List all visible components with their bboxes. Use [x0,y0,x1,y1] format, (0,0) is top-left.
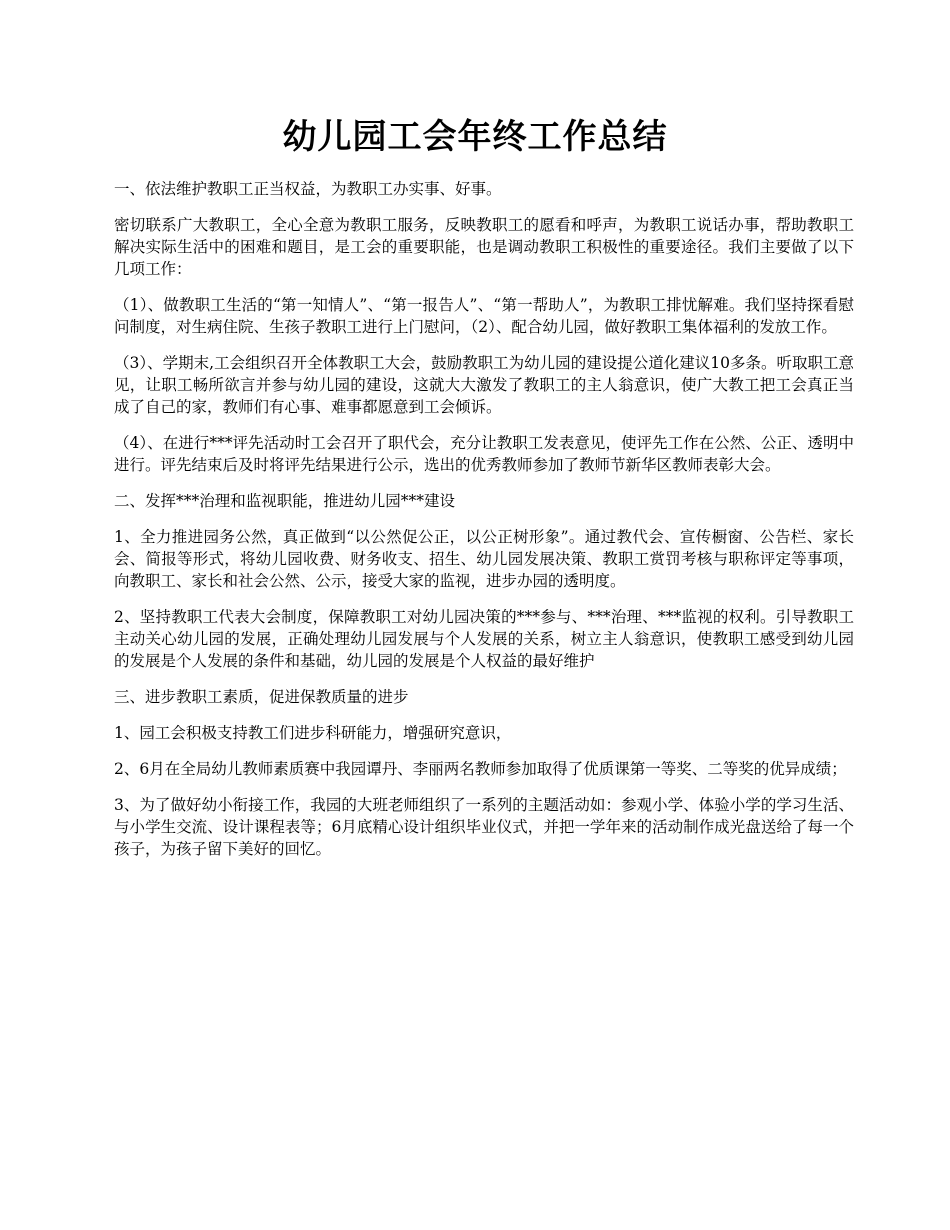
body-paragraph: 2、坚持教职工代表大会制度，保障教职工对幼儿园决策的***参与、***治理、***监视的权利。引导教职工主动关心幼儿园的发展，正确处理幼儿园发展与个人发展的关系，树立主人翁意识，使教职工感受到幼儿园的发展是个人发展的条件和基础，幼儿园的发展是个人权益的最好维护 [114,608,854,670]
body-paragraph: （3）、学期末,工会组织召开全体教职工大会，鼓励教职工为幼儿园的建设提公道化建议10多条。听取职工意见，让职工畅所欲言并参与幼儿园的建设，这就大大激发了教职工的主人翁意识，使广大教工把工会真正当成了自己的家，教师们有心事、难事都愿意到工会倾诉。 [114,354,854,416]
document-title: 幼儿园工会年终工作总结 [282,117,668,157]
body-paragraph: 3、为了做好幼小衔接工作，我园的大班老师组织了一系列的主题活动如：参观小学、体验小学的学习生活、与小学生交流、设计课程表等；6月底精心设计组织毕业仪式，并把一学年来的活动制作成光盘送给了每一个孩子，为孩子留下美好的回忆。 [114,796,854,858]
section-heading-1: 一、依法维护教职工正当权益，为教职工办实事、好事。 [114,180,502,198]
body-paragraph: 1、园工会积极支持教工们进步科研能力，增强研究意识， [114,724,512,742]
body-paragraph: 密切联系广大教职工，全心全意为教职工服务，反映教职工的愿看和呼声，为教职工说话办事，帮助教职工解决实际生活中的困难和题目，是工会的重要职能，也是调动教职工积极性的重要途径。我们主要做了以下几项工作： [114,216,854,278]
body-paragraph: 1、全力推进园务公然，真正做到“以公然促公正，以公正树形象”。通过教代会、宣传橱窗、公告栏、家长会、简报等形式，将幼儿园收费、财务收支、招生、幼儿园发展决策、教职工赏罚考核与职称评定等事项，向教职工、家长和社会公然、公示，接受大家的监视，进步办园的透明度。 [114,528,854,590]
body-paragraph: （4）、在进行***评先活动时工会召开了职代会，充分让教职工发表意见，使评先工作在公然、公正、透明中进行。评先结束后及时将评先结果进行公示，选出的优秀教师参加了教师节新华区教师表彰大会。 [114,434,854,474]
body-paragraph: 2、6月在全局幼儿教师素质赛中我园谭丹、李丽两名教师参加取得了优质课第一等奖、二等奖的优异成绩； [114,760,847,778]
section-heading-3: 三、进步教职工素质，促进保教质量的进步 [114,688,409,706]
body-paragraph: （1）、做教职工生活的“第一知情人”、“第一报告人”、“第一帮助人”，为教职工排忧解难。我们坚持探看慰问制度，对生病住院、生孩子教职工进行上门慰问，（2）、配合幼儿园，做好教职工集体福利的发放工作。 [114,296,854,336]
section-heading-2: 二、发挥***治理和监视职能，推进幼儿园***建设 [114,492,456,510]
document-body [114,178,854,874]
